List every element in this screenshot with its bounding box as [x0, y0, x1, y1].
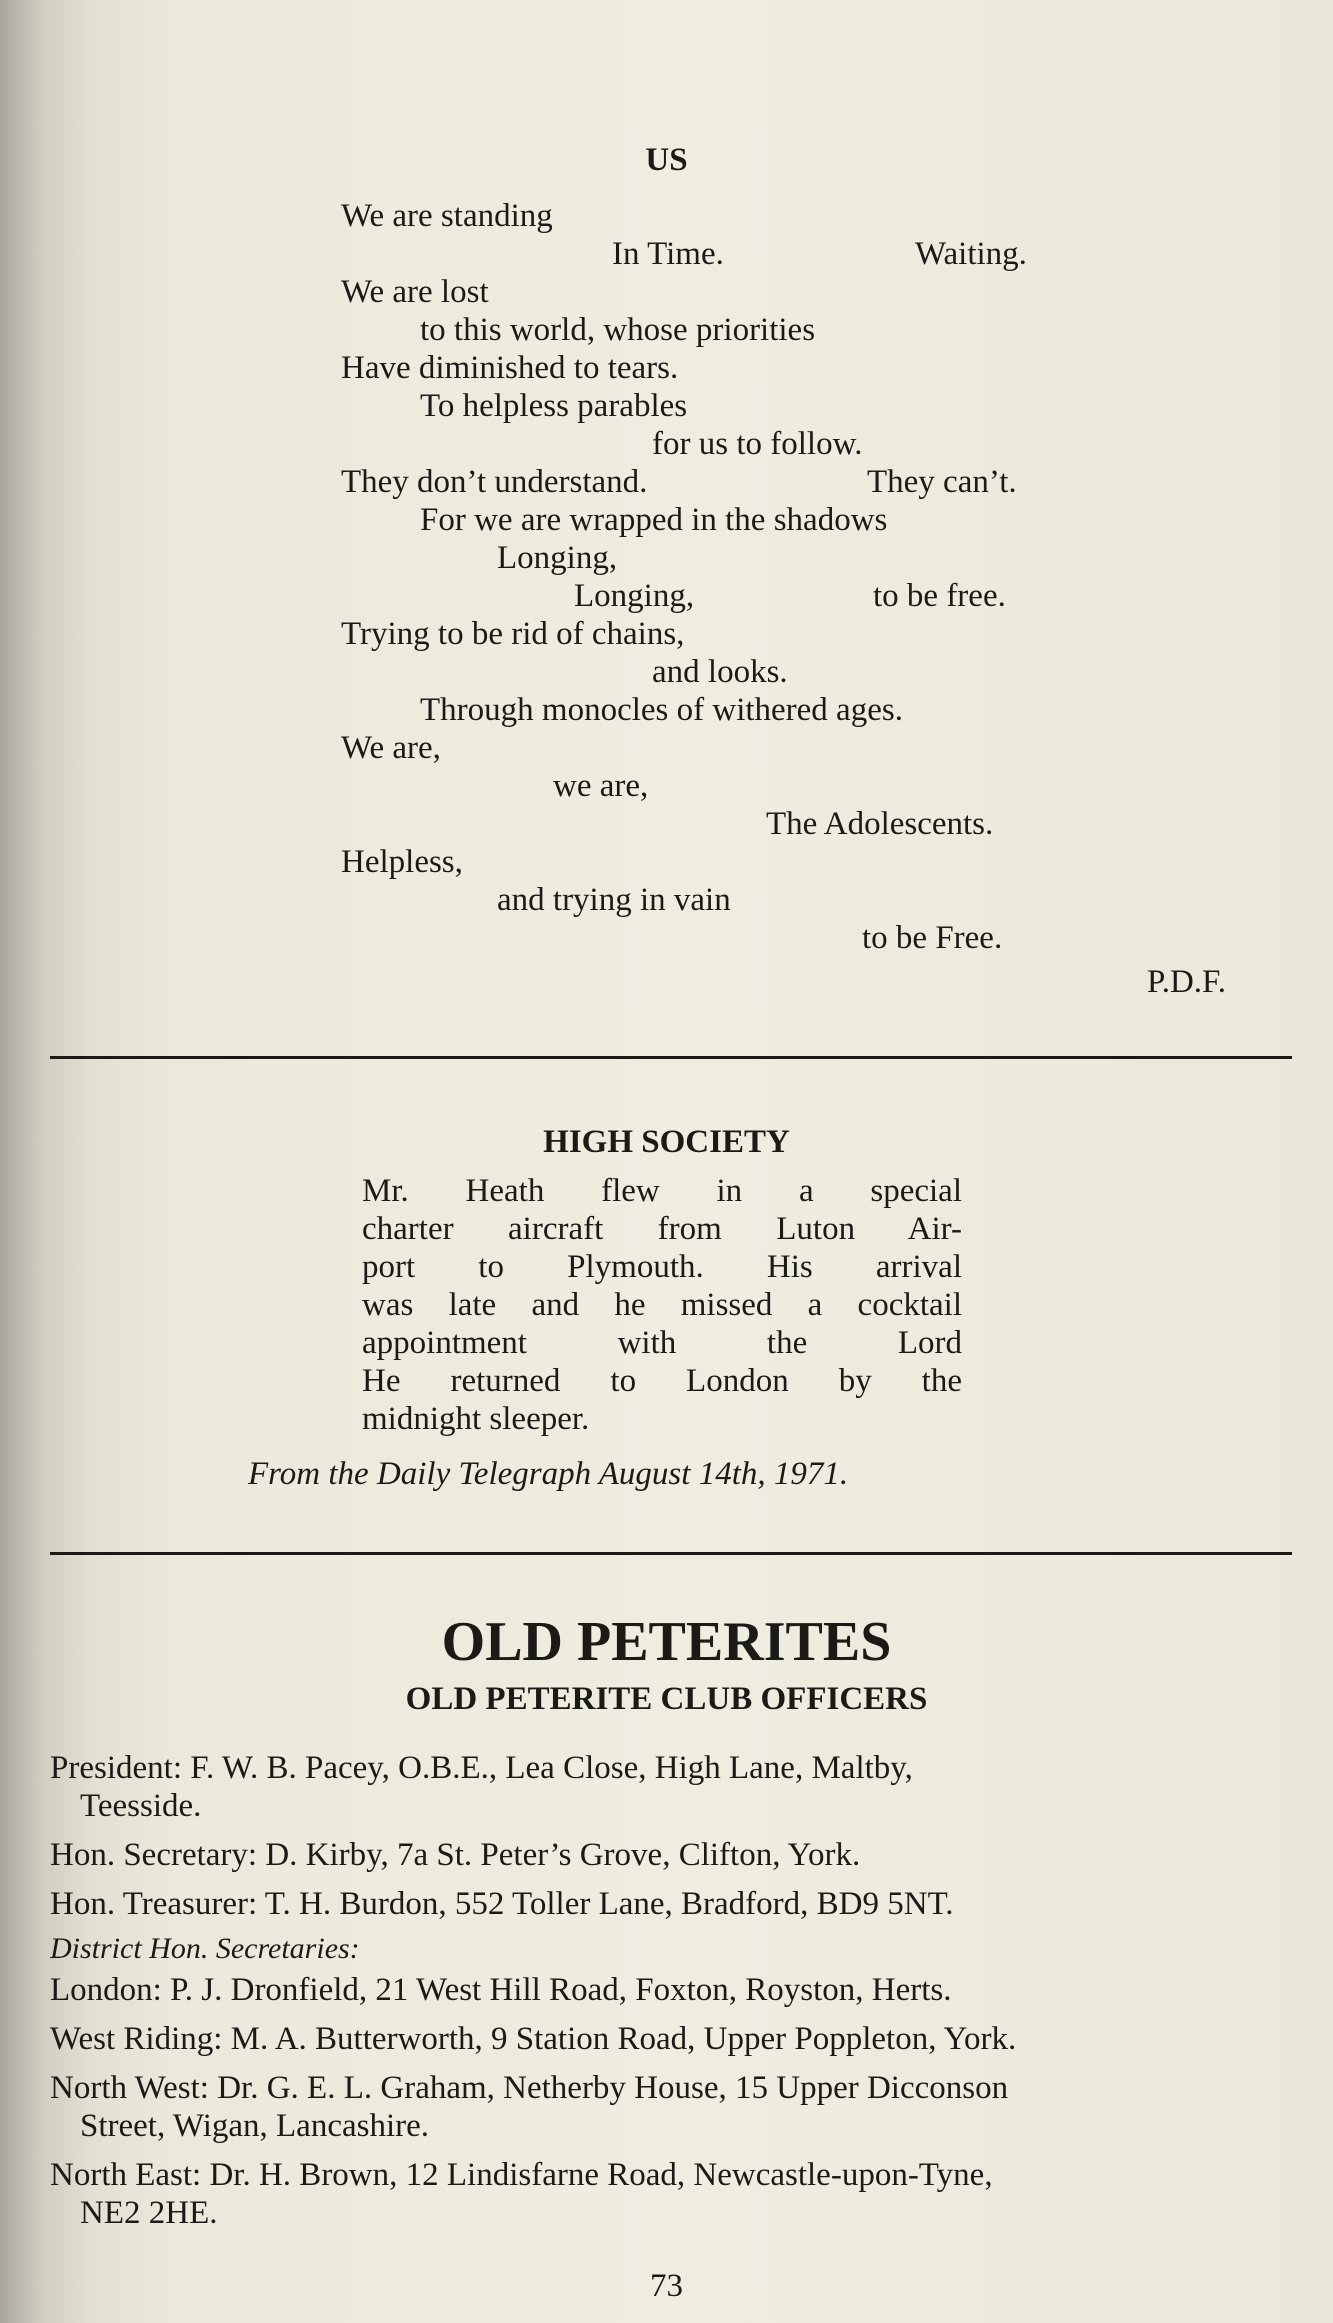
- district-entry: [50, 2156, 993, 2232]
- poem-line: We are lost: [341, 274, 489, 310]
- poem-line: to be free.: [873, 578, 1006, 614]
- district-heading: District Hon. Secretaries:: [50, 1932, 360, 1965]
- poem-line: and trying in vain: [497, 882, 731, 918]
- officer-entry: Hon. Treasurer: T. H. Burdon, 552 Toller Lane, Bradford, BD9 5NT.: [50, 1886, 954, 1922]
- poem-line: and looks.: [652, 654, 788, 690]
- poem-line: for us to follow.: [652, 426, 863, 462]
- poem-line: Through monocles of withered ages.: [420, 692, 903, 728]
- poem-title: US: [645, 142, 688, 178]
- officer-entry: [50, 1749, 913, 1825]
- poem-line: They can’t.: [867, 464, 1017, 500]
- district-entry: [50, 2069, 1008, 2145]
- article-line: port to Plymouth. His arrival: [362, 1249, 962, 1285]
- poem-line: Longing,: [497, 540, 618, 576]
- poem-line: to be Free.: [862, 920, 1003, 956]
- district-line: North West: Dr. G. E. L. Graham, Netherby House, 15 Upper Dicconson: [50, 2070, 1009, 2106]
- poem-line: To helpless parables: [420, 388, 688, 424]
- section-divider: [50, 1056, 1292, 1059]
- poem-line: Helpless,: [341, 844, 463, 880]
- poem-line: The Adolescents.: [766, 806, 994, 842]
- article-line: appointment with the Lord: [362, 1325, 962, 1361]
- poem-line: Waiting.: [915, 236, 1027, 272]
- district-entry: London: P. J. Dronfield, 21 West Hill Road, Foxton, Royston, Herts.: [50, 1972, 952, 2008]
- poem-line: They don’t understand.: [341, 464, 648, 500]
- officer-line: President: F. W. B. Pacey, O.B.E., Lea Close, High Lane, Maltby,: [50, 1750, 913, 1786]
- article-line: midnight sleeper.: [362, 1401, 590, 1437]
- poem-line: to this world, whose priorities: [420, 312, 816, 348]
- section-divider: [50, 1552, 1292, 1555]
- page-number: 73: [650, 2268, 683, 2304]
- article-line: Mr. Heath flew in a special: [362, 1173, 962, 1209]
- old-peterites-title: OLD PETERITES: [441, 1611, 892, 1673]
- club-officers-subtitle: OLD PETERITE CLUB OFFICERS: [405, 1681, 928, 1717]
- poem-line: Longing,: [574, 578, 695, 614]
- poem-line: We are standing: [341, 198, 553, 234]
- poem-line: We are,: [341, 730, 441, 766]
- article-line: He returned to London by the: [362, 1363, 962, 1399]
- article-source: From the Daily Telegraph August 14th, 1971.: [248, 1456, 849, 1492]
- poem-line: we are,: [553, 768, 649, 804]
- district-line: North East: Dr. H. Brown, 12 Lindisfarne Road, Newcastle-upon-Tyne,: [50, 2157, 993, 2193]
- officer-line-continued: Teesside.: [80, 1788, 202, 1824]
- poem-line: In Time.: [612, 236, 724, 272]
- high-society-title: HIGH SOCIETY: [543, 1124, 790, 1160]
- article-line: charter aircraft from Luton Air-: [362, 1211, 962, 1247]
- officer-entry: Hon. Secretary: D. Kirby, 7a St. Peter’s Grove, Clifton, York.: [50, 1837, 861, 1873]
- article-line: was late and he missed a cocktail: [362, 1287, 962, 1323]
- poem-line: Have diminished to tears.: [341, 350, 679, 386]
- district-entry: West Riding: M. A. Butterworth, 9 Station Road, Upper Poppleton, York.: [50, 2021, 1017, 2057]
- poem-line: Trying to be rid of chains,: [341, 616, 685, 652]
- district-line-continued: NE2 2HE.: [80, 2195, 218, 2231]
- poem-line: For we are wrapped in the shadows: [420, 502, 888, 538]
- poem-signature: P.D.F.: [1147, 964, 1226, 1000]
- district-line-continued: Street, Wigan, Lancashire.: [80, 2108, 430, 2144]
